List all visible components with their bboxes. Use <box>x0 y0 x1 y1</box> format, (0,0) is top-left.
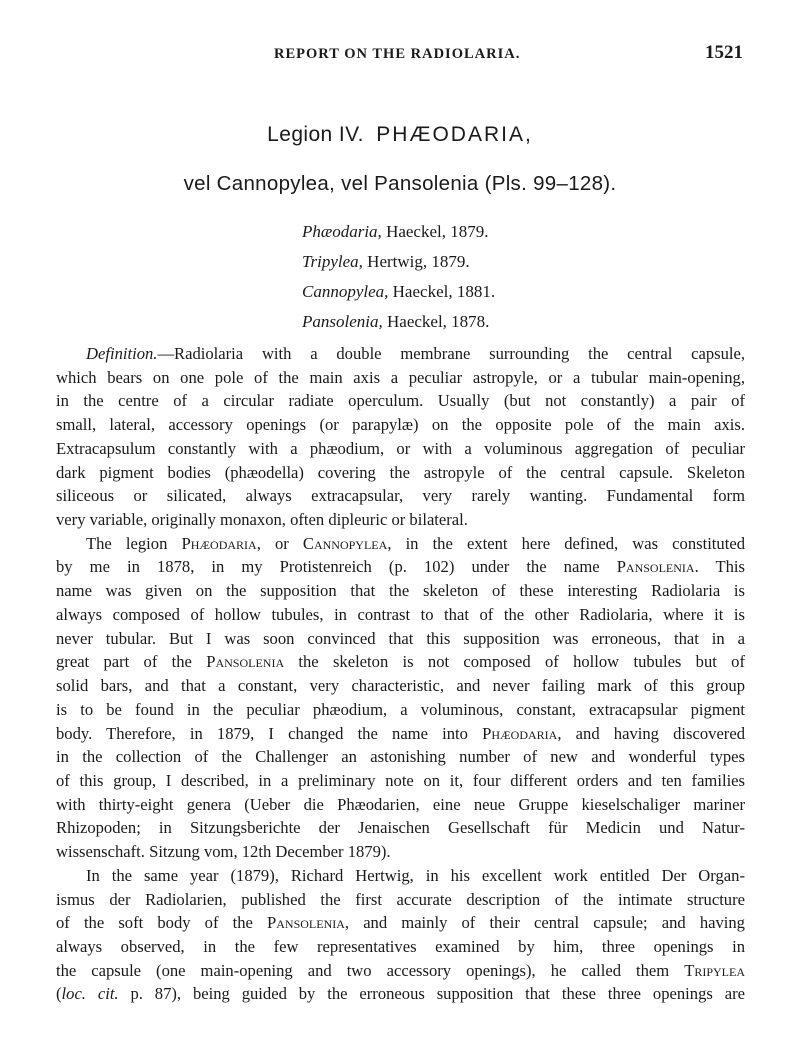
text-line: of the soft body of the Pansolenia, and mainly of their central capsule; and having <box>56 913 745 933</box>
text-line: small, lateral, accessory openings (or parapylæ) on the opposite pole of the main axis. <box>56 415 745 435</box>
synonym-entry <box>302 309 495 339</box>
synonym-name: Pansolenia, <box>302 312 383 331</box>
synonym-authority: Haeckel, 1881. <box>392 282 496 301</box>
text-line: body. Therefore, in 1879, I changed the name into Phæodaria, and having discovered <box>56 723 745 743</box>
text-line: the capsule (one main-opening and two accessory openings), he called them Tripylea <box>56 960 745 980</box>
text-line: never tubular. But I was soon convinced that this supposition was erroneous, that in a <box>56 628 745 648</box>
synonym-list <box>302 219 495 339</box>
synonym-name: Cannopylea, <box>302 282 389 301</box>
text-line: ismus der Radiolarien, published the first accurate description of the intimate structure <box>56 889 745 909</box>
text-line: name was given on the supposition that the skeleton of these interesting Radiolaria is <box>56 581 745 601</box>
synonym-entry <box>302 219 495 249</box>
page-number: 1521 <box>705 42 743 63</box>
text-line: with thirty-eight genera (Ueber die Phæodarien, eine neue Gruppe kieselschaliger mariner <box>56 794 745 814</box>
text-line: Extracapsulum constantly with a phæodium, or with a voluminous aggregation of peculiar <box>56 438 745 458</box>
text-line: in the collection of the Challenger an astonishing number of new and wonderful types <box>56 747 745 767</box>
text-line: The legion Phæodaria, or Cannopylea, in the extent here defined, was constituted <box>86 533 745 553</box>
legion-name: PHÆODARIA, <box>376 123 533 146</box>
synonym-authority: Haeckel, 1879. <box>386 222 489 241</box>
text-line: siliceous or silicated, always extracapsular, very rarely wanting. Fundamental form <box>56 486 745 506</box>
text-line: in the centre of a circular radiate operculum. Usually (but not constantly) a pair of <box>56 391 745 411</box>
text-line: Rhizopoden; in Sitzungsberichte der Jenaischen Gesellschaft für Medicin und Natur- <box>56 818 745 838</box>
text-line: wissenschaft. Sitzung vom, 12th December 1879). <box>56 842 391 862</box>
running-title: REPORT ON THE RADIOLARIA. <box>274 46 521 62</box>
text-line: Definition.—Radiolaria with a double membrane surrounding the central capsule, <box>86 344 745 363</box>
legion-number: Legion IV. <box>267 123 364 146</box>
legion-title <box>0 123 800 147</box>
synonym-name: Phæodaria, <box>302 222 382 241</box>
definition-label: Definition. <box>86 344 158 363</box>
text-line: always observed, in the few representatives examined by him, three openings in <box>56 936 745 956</box>
legion-subtitle: vel Cannopylea, vel Pansolenia (Pls. 99–128). <box>183 172 617 195</box>
running-head <box>0 40 800 70</box>
body-text <box>56 342 745 1006</box>
text-line: In the same year (1879), Richard Hertwig, in his excellent work entitled Der Organ- <box>86 865 745 885</box>
synonym-entry <box>302 249 495 279</box>
text-line: of this group, I described, in a preliminary note on it, four different orders and ten families <box>56 770 745 790</box>
text-line: great part of the Pansolenia the skeleton is not composed of hollow tubules but of <box>56 652 745 672</box>
synonym-authority: Haeckel, 1878. <box>387 312 490 331</box>
synonym-name: Tripylea, <box>302 252 363 271</box>
text-line: solid bars, and that a constant, very characteristic, and never failing mark of this group <box>56 676 745 696</box>
text-line: always composed of hollow tubules, in contrast to that of the other Radiolaria, where it is <box>56 604 745 624</box>
synonym-authority: Hertwig, 1879. <box>367 252 470 271</box>
text-line: dark pigment bodies (phæodella) covering the astropyle of the central capsule. Skeleton <box>56 462 745 482</box>
text-line: is to be found in the peculiar phæodium, a voluminous, constant, extracapsular pigment <box>56 699 745 719</box>
text-line: very variable, originally monaxon, often dipleuric or bilateral. <box>56 510 468 530</box>
text-line: (loc. cit. p. 87), being guided by the erroneous supposition that these three openings are <box>56 984 745 1004</box>
text-line: by me in 1878, in my Protistenreich (p. 102) under the name Pansolenia. This <box>56 557 746 577</box>
text-line: which bears on one pole of the main axis a peculiar astropyle, or a tubular main-opening, <box>56 367 745 387</box>
synonym-entry <box>302 279 495 309</box>
